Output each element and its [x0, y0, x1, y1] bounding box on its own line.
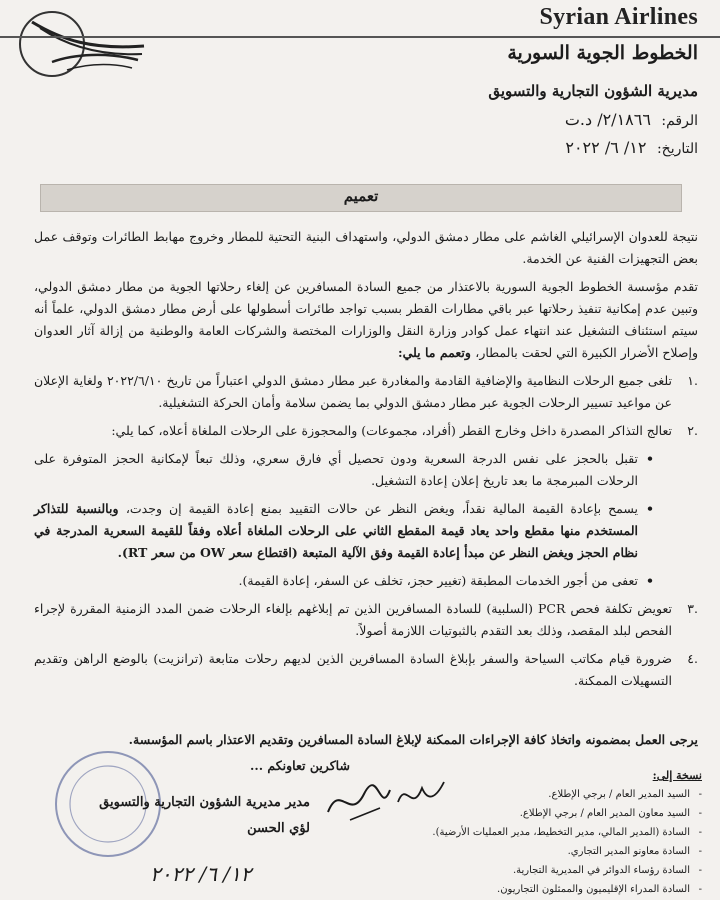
- list-item: .٤ ضرورة قيام مكاتب السياحة والسفر بإبلاغ السادة المسافرين الذين لديهم رحلات متابعة (ترانزيت) بالوضع الراهن وتقديم التسهيلات الممكنة.: [34, 651, 698, 688]
- date-line: [565, 138, 698, 157]
- title-bar: [40, 184, 682, 212]
- brand-english: Syrian Airlines: [539, 4, 698, 30]
- closing-line: يرجى العمل بمضمونه واتخاذ كافة الإجراءات الممكنة لإبلاغ السادة المسافرين وتقديم الاعتذار باسم المؤسسة.: [128, 732, 698, 747]
- bullet-icon: •: [646, 573, 654, 588]
- intro-paragraph: نتيجة للعدوان الإسرائيلي الغاشم على مطار دمشق الدولي، واستهداف البنية التحتية للمطار وخروج مهابط الطائرات وتوقف عمل بعض التجهيزات الفنية عن الخدمة.: [34, 229, 698, 266]
- date-value: ١٢/ ٦/ ٢٠٢٢: [565, 138, 647, 157]
- thanks-line: شاكرين تعاونكم ...: [250, 758, 350, 773]
- brand-arabic: الخطوط الجوية السورية: [507, 42, 698, 64]
- copy-item: - السادة معاونو المدير التجاري.: [422, 842, 702, 861]
- bullet-icon: •: [646, 451, 654, 466]
- header-rule: [0, 36, 720, 38]
- bullet-item: • تعفى من أجور الخدمات المطبقة (تغيير حجز، تخلف عن السفر، إعادة القيمة).: [34, 570, 698, 592]
- department-name: مديرية الشؤون التجارية والتسويق: [488, 82, 698, 100]
- copy-item: - السادة رؤساء الدوائر في المديرية التجارية.: [422, 861, 702, 880]
- reference-number: ٢/١٨٦٦/ د.ت: [564, 110, 651, 129]
- bullet-item: • يسمح بإعادة القيمة المالية نقداً، ويغض النظر عن حالات التقييد بمنع إعادة القيمة إن وجدت، وبالنسبة للتذاكر المستخدم منها مقطع واحد يعاد قيمة المقطع الثاني على الرحلات الملغاة أعلاه وفقاً للقيمة السعرية المدرجة في نظام الحجز ويغض النظر عن مبدأ إعادة القيمة وفق الآلية المتبعة (اقتطاع سعر OW من سعر RT).: [34, 498, 698, 564]
- apology-paragraph: تقدم مؤسسة الخطوط الجوية السورية بالاعتذار من جميع السادة المسافرين عن إلغاء رحلاتها الجوية من مطار دمشق الدولي، وتبين عدم إمكانية تنفيذ رحلاتها عبر باقي مطارات القطر بسبب تواجد طائرات أسطولها على أرض مطار دمشق الدولي، علماً أنه سيتم استئناف التشغيل عند انتهاء عمل كوادر وزارة النقل والوزارات المختصة والشركات العامة والوطنية من إزالة آثار العدوان وإصلاح الأضرار الكبيرة التي لحقت بالمطار، وتعمم ما يلي:: [34, 279, 698, 360]
- bullet-icon: •: [646, 501, 654, 516]
- list-item: .٣ تعويض تكلفة فحص PCR (السلبية) للسادة المسافرين الذين تم إبلاغهم بإلغاء الرحلات ضمن المدد الزمنية المقررة لإجراء الفحص لبلد المقصد، وذلك بعد التقدم بالثبوتيات اللازمة أصولاً.: [34, 601, 698, 638]
- signer-block: [60, 790, 310, 842]
- bullet-item: • تقبل بالحجز على نفس الدرجة السعرية ودون تحصيل أي فارق سعري، وذلك تبعاً لإمكانية الحجز المتوفرة على الرحلات المبرمجة ما بعد تاريخ إعلان إعادة التشغيل.: [34, 448, 698, 492]
- copies-list: [422, 766, 702, 899]
- copies-header: نسخة إلى:: [652, 769, 702, 782]
- list-item: .١ تلغى جميع الرحلات النظامية والإضافية القادمة والمغادرة عبر مطار دمشق الدولي اعتباراً من تاريخ ٢٠٢٢/٦/١٠ ولغاية الإعلان عن مواعيد تسيير الرحلات الجوية عبر مطار دمشق الدولي بما يضمن سلامة وأمان الحركة التشغيلية.: [34, 373, 698, 410]
- copy-item: - السيد المدير العام / برجي الإطلاع.: [422, 785, 702, 804]
- reference-line: [565, 110, 698, 129]
- airline-bird-logo-icon: [12, 2, 152, 92]
- copy-item: - السيد معاون المدير العام / برجي الإطلاع.: [422, 804, 702, 823]
- handwritten-date: ١٢/ ٦/ ٢٠٢٢: [150, 862, 252, 886]
- signer-name: لؤي الحسن: [247, 821, 310, 836]
- reference-label: الرقم:: [661, 113, 698, 129]
- signer-title: مدير مديرية الشؤون التجارية والتسويق: [99, 795, 310, 810]
- document-title: تعميم: [343, 187, 379, 205]
- handwritten-signature-icon: [320, 772, 450, 828]
- copy-item: - السادة (المدير المالي، مدير التخطيط، مدير العمليات الأرضية).: [422, 823, 702, 842]
- document-body: [34, 226, 698, 698]
- copy-item: - السادة المدراء الإقليميون والممثلون التجاريون.: [422, 880, 702, 899]
- date-label: التاريخ:: [656, 141, 698, 157]
- list-item: .٢ تعالج التذاكر المصدرة داخل وخارج القطر (أفراد، مجموعات) والمحجوزة على الرحلات الملغاة أعلاه، كما يلي:: [111, 423, 698, 438]
